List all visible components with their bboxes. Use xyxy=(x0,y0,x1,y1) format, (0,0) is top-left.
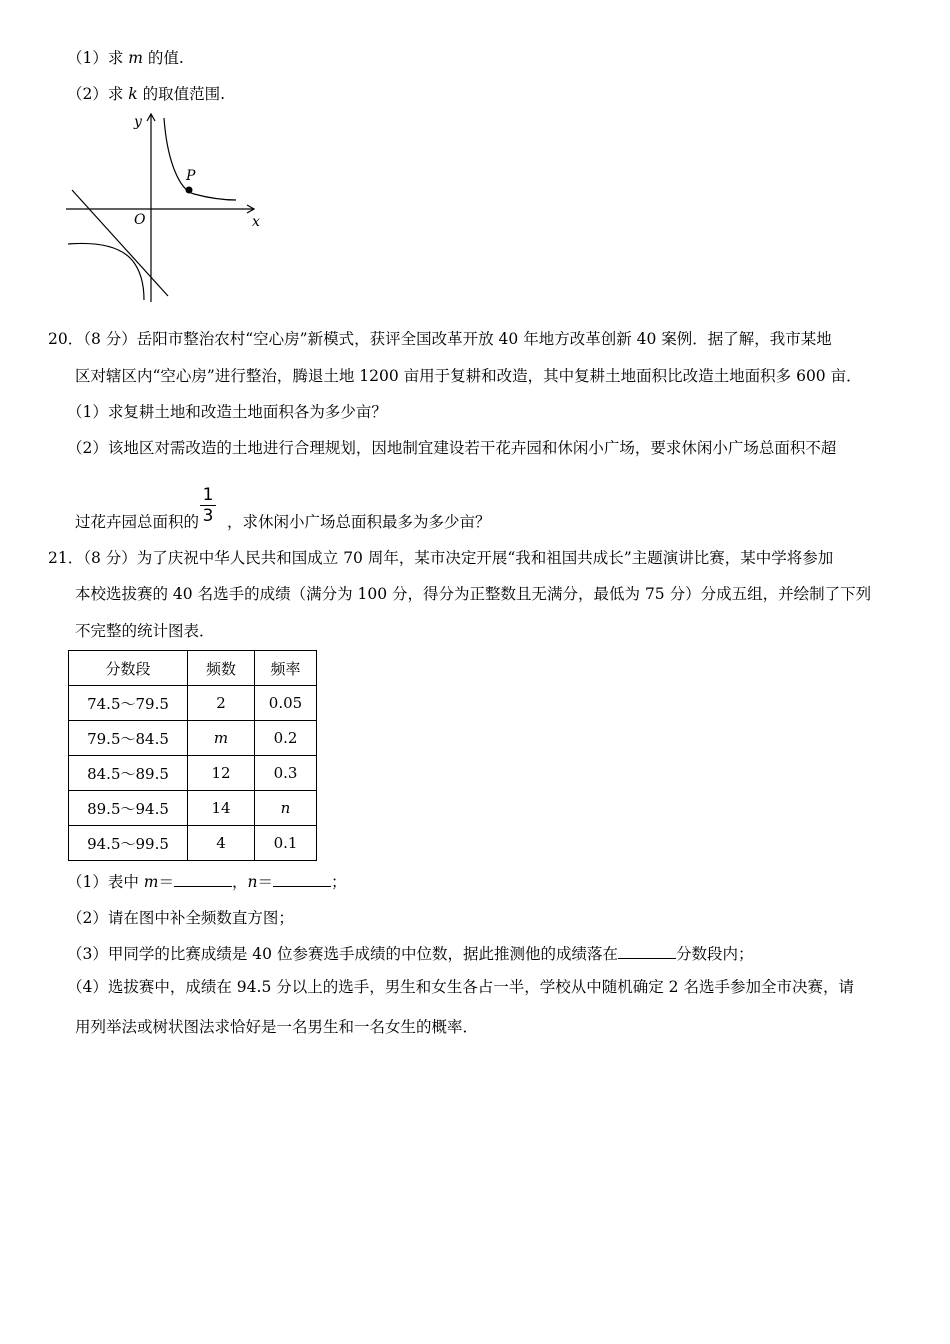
hyperbola-line-graph xyxy=(64,110,274,310)
table-row xyxy=(69,721,317,756)
q21-part1: （1）表中 m＝ ，n＝ ； xyxy=(67,873,347,891)
table-row xyxy=(69,826,317,861)
hyperbola-branch-third-quadrant xyxy=(68,243,144,300)
q21-stem-line2: 本校选拔赛的 40 名选手的成绩（满分为 100 分，得分为正整数且无满分，最低为 75 分）分成五组，并绘制了下列 xyxy=(75,585,872,603)
table-cell: 12 xyxy=(188,756,255,791)
q21-part4-line2: 用列举法或树状图法求恰好是一名男生和一名女生的概率． xyxy=(75,1018,479,1036)
table-cell: 0.1 xyxy=(255,826,317,861)
answer-blank-m[interactable] xyxy=(174,872,232,887)
table-cell: 0.05 xyxy=(255,686,317,721)
q20-stem-line1: 20．（8 分）岳阳市整治农村“空心房”新模式，获评全国改革开放 40 年地方改革创新 40 案例．据了解，我市某地 xyxy=(48,330,832,348)
table-header-cell: 频率 xyxy=(255,651,317,686)
q19-part2: （2）求 k 的取值范围. xyxy=(67,85,226,103)
table-row xyxy=(69,756,317,791)
hyperbola-branch-first-quadrant xyxy=(164,118,236,200)
table-row xyxy=(69,686,317,721)
q20-stem-line2: 区对辖区内“空心房”进行整治，腾退土地 1200 亩用于复耕和改造，其中复耕土地面积比改造土地面积多 600 亩． xyxy=(75,367,862,385)
q20-part1: （1）求复耕土地和改造土地面积各为多少亩？ xyxy=(67,403,387,421)
q21-stem-line3: 不完整的统计图表． xyxy=(75,622,215,640)
table-cell: 79.5～84.5 xyxy=(69,721,188,756)
table-cell: 74.5～79.5 xyxy=(69,686,188,721)
answer-blank-n[interactable] xyxy=(273,872,331,887)
fraction-numerator: 1 xyxy=(202,485,214,505)
q19-part1: （1）求 m 的值. xyxy=(67,49,184,67)
y-axis-label: y xyxy=(134,114,142,130)
table-cell: n xyxy=(255,791,317,826)
point-p xyxy=(186,187,193,194)
fraction-denominator: 3 xyxy=(202,506,214,526)
table-cell: 0.3 xyxy=(255,756,317,791)
table-cell: 2 xyxy=(188,686,255,721)
point-p-label: P xyxy=(186,168,196,184)
answer-blank-interval[interactable] xyxy=(618,944,676,959)
table-cell: 94.5～99.5 xyxy=(69,826,188,861)
table-row xyxy=(69,791,317,826)
table-cell: 14 xyxy=(188,791,255,826)
q20-part2-line2: 过花卉园总面积的 ，求休闲小广场总面积最多为多少亩？ xyxy=(75,513,491,531)
x-axis-label: x xyxy=(252,214,260,230)
origin-label: O xyxy=(134,212,146,228)
table-cell: 84.5～89.5 xyxy=(69,756,188,791)
table-cell: 0.2 xyxy=(255,721,317,756)
q21-part4-line1: （4）选拔赛中，成绩在 94.5 分以上的选手，男生和女生各占一半，学校从中随机确定 2 名选手参加全市决赛，请 xyxy=(67,978,854,996)
table-cell: m xyxy=(188,721,255,756)
table-header-cell: 频数 xyxy=(188,651,255,686)
table-cell: 89.5～94.5 xyxy=(69,791,188,826)
table-header-cell: 分数段 xyxy=(69,651,188,686)
frequency-table xyxy=(68,650,317,861)
table-cell: 4 xyxy=(188,826,255,861)
q21-part3: （3）甲同学的比赛成绩是 40 位参赛选手成绩的中位数，据此推测他的成绩落在 分数段内； xyxy=(67,945,754,963)
q20-part2-line1: （2）该地区对需改造的土地进行合理规划，因地制宜建设若干花卉园和休闲小广场，要求休闲小广场总面积不超 xyxy=(67,439,837,457)
table-header-row xyxy=(69,651,317,686)
q21-part2: （2）请在图中补全频数直方图； xyxy=(67,909,294,927)
q21-stem-line1: 21．（8 分）为了庆祝中华人民共和国成立 70 周年，某市决定开展“我和祖国共成长”主题演讲比赛，某中学将参加 xyxy=(48,549,834,567)
